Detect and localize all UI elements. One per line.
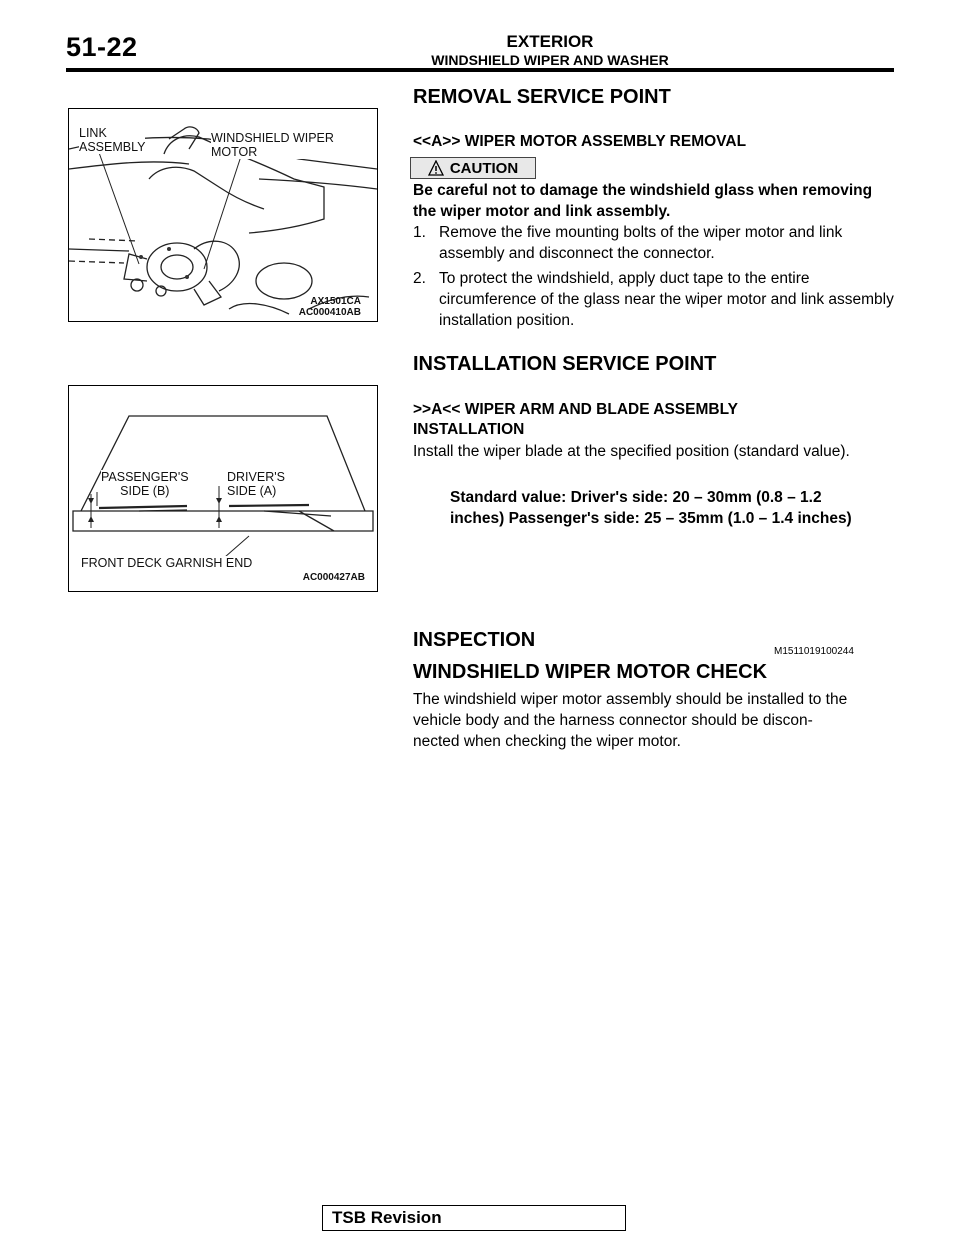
figure-wiper-motor-removal — [68, 108, 378, 322]
tsb-revision-label: TSB Revision — [332, 1208, 442, 1227]
caution-box — [410, 157, 536, 179]
standard-value-line1: Standard value: Driver's side: 20 – 30mm (0.8 – 1.2 — [450, 489, 822, 506]
inspection-text-line2: vehicle body and the harness connector should be discon- — [413, 712, 813, 729]
step-number: 2. — [413, 270, 426, 287]
list-item — [413, 222, 903, 264]
header-rule — [66, 68, 894, 72]
figure-blade-position — [68, 385, 378, 592]
step-text: To protect the windshield, apply duct tape to the entire circumference of the glass near the wiper motor and link assembly installation position. — [439, 270, 894, 329]
figure-code: AC000410AB — [298, 307, 361, 318]
caution-label: CAUTION — [449, 159, 519, 177]
removal-service-point-heading: REMOVAL SERVICE POINT — [413, 86, 671, 108]
standard-value-line2: inches) Passenger's side: 25 – 35mm (1.0 – 1.4 inches) — [450, 510, 852, 527]
figure-code: AC000427AB — [302, 572, 365, 583]
inspection-text-line3: nected when checking the wiper motor. — [413, 733, 681, 750]
blade-installation-subheading-line1: >>A<< WIPER ARM AND BLADE ASSEMBLY — [413, 401, 738, 418]
installation-service-point-heading: INSTALLATION SERVICE POINT — [413, 353, 717, 375]
installation-text: Install the wiper blade at the specified position (standard value). — [413, 443, 850, 460]
subsection-title: WINDSHIELD WIPER AND WASHER — [431, 52, 669, 68]
section-title: EXTERIOR — [506, 32, 594, 51]
inspection-code: M1511019100244 — [774, 646, 854, 657]
wiper-motor-removal-subheading: <<A>> WIPER MOTOR ASSEMBLY REMOVAL — [413, 133, 747, 150]
figure-code-inner: AX1501CA — [310, 296, 361, 307]
page-number: 51-22 — [66, 32, 138, 62]
inspection-text-line1: The windshield wiper motor assembly should be installed to the — [413, 691, 848, 708]
step-number: 1. — [413, 224, 426, 241]
removal-steps-list — [413, 222, 903, 335]
list-item — [413, 268, 903, 331]
label-driver-side: DRIVER'S SIDE (A) — [227, 470, 285, 498]
warning-triangle-icon — [428, 160, 444, 176]
step-text: Remove the five mounting bolts of the wiper motor and link assembly and disconnect the connector. — [439, 224, 843, 262]
label-front-deck-garnish-end: FRONT DECK GARNISH END — [81, 556, 253, 570]
wiper-motor-check-subheading: WINDSHIELD WIPER MOTOR CHECK — [413, 661, 768, 683]
label-link-assembly: LINK ASSEMBLY — [79, 126, 146, 154]
label-passenger-side: PASSENGER'S SIDE (B) — [101, 470, 189, 498]
tsb-revision-box — [322, 1205, 626, 1231]
blade-installation-subheading-line2: INSTALLATION — [413, 421, 525, 438]
inspection-heading: INSPECTION — [413, 629, 536, 651]
caution-text: Be careful not to damage the windshield glass when removing the wiper motor and link assembly. — [413, 182, 873, 220]
label-windshield-wiper-motor: WINDSHIELD WIPER MOTOR — [211, 131, 334, 159]
